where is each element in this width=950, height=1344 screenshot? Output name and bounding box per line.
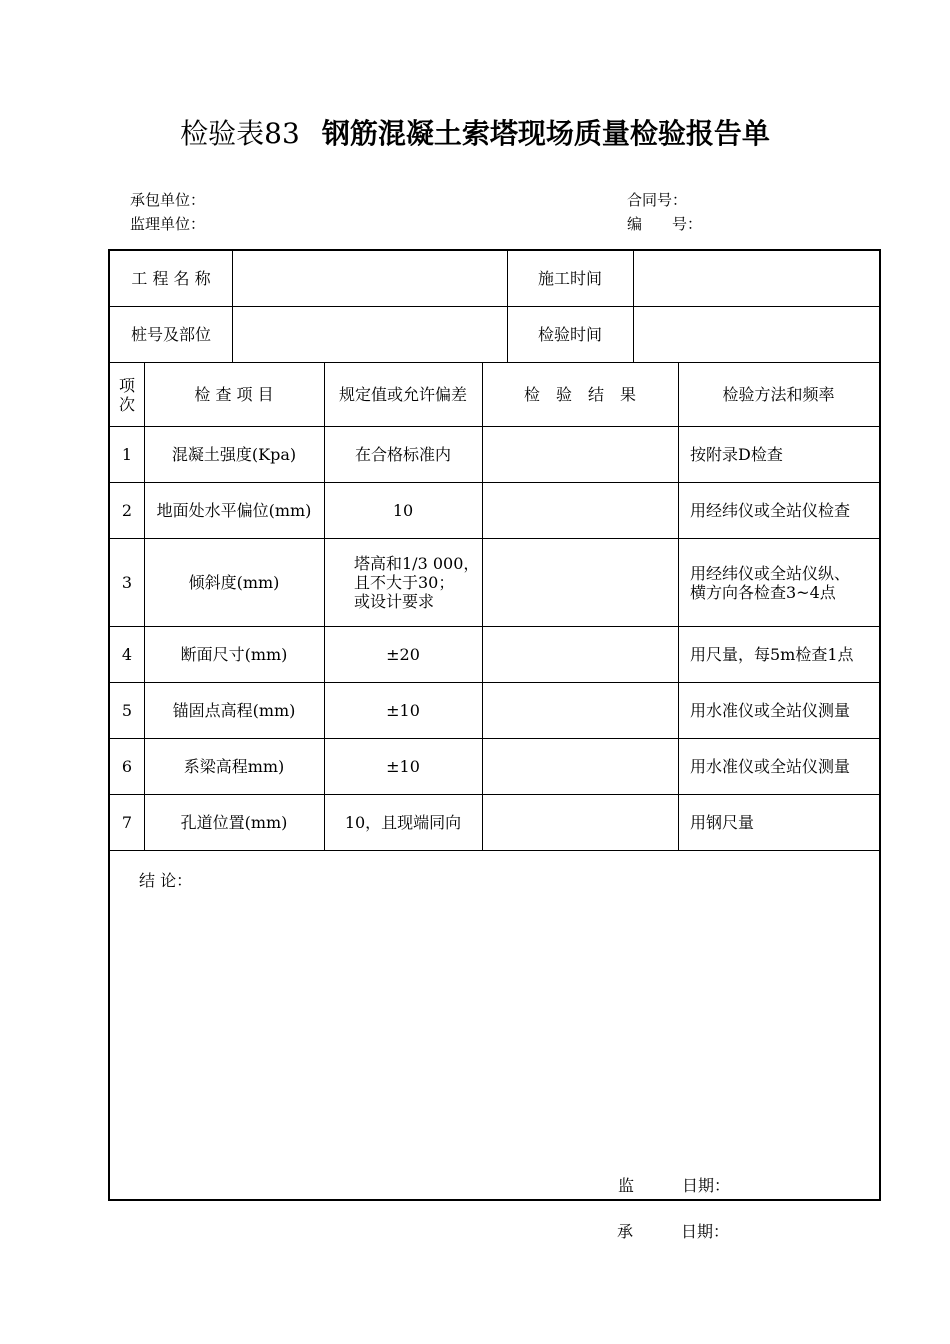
form-title: 钢筋混凝土索塔现场质量检验报告单 — [321, 117, 770, 150]
serial-no-label: 编 号： — [627, 215, 703, 233]
row-result[interactable] — [482, 683, 678, 738]
row-spec — [324, 539, 482, 626]
row-result[interactable] — [482, 483, 678, 538]
row-no: 3 — [121, 573, 133, 592]
form-number: 检验表83 — [180, 117, 300, 150]
row-item: 倾斜度(mm) — [188, 573, 280, 592]
row-method: 按附录D检查 — [690, 445, 783, 464]
row-method-line: 用经纬仪或全站仪纵、 — [690, 563, 851, 583]
column-header-no: 项次 — [118, 375, 135, 414]
contractor-sign-mark: 承 — [617, 1222, 634, 1241]
row-item: 锚固点高程(mm) — [172, 701, 296, 720]
row-method-line: 横方向各检查3~4点 — [690, 582, 836, 602]
project-name-value[interactable] — [232, 251, 507, 306]
row-method: 用经纬仪或全站仪检查 — [690, 501, 851, 520]
row-no: 1 — [121, 445, 133, 464]
contract-no-label: 合同号： — [627, 191, 688, 209]
supervisor-date-label: 日期： — [682, 1176, 731, 1195]
row-spec: 10，且现端同向 — [344, 813, 462, 832]
column-header-item: 检 查 项 目 — [194, 385, 274, 404]
inspection-form-table — [108, 249, 881, 1201]
row-result[interactable] — [482, 739, 678, 794]
page-title — [0, 112, 950, 152]
row-result[interactable] — [482, 795, 678, 850]
row-result[interactable] — [482, 627, 678, 682]
row-spec: ±10 — [386, 757, 420, 776]
row-spec: 10 — [392, 501, 414, 520]
contractor-label: 承包单位： — [130, 191, 206, 209]
row-method: 用水准仪或全站仪测量 — [690, 701, 851, 720]
row-item: 地面处水平偏位(mm) — [156, 501, 312, 520]
row-no: 6 — [121, 757, 133, 776]
row-item: 孔道位置(mm) — [180, 813, 288, 832]
inspection-time-label: 检验时间 — [537, 325, 602, 344]
project-name-label: 工 程 名 称 — [131, 269, 211, 288]
row-method — [678, 539, 879, 626]
row-no: 5 — [121, 701, 133, 720]
row-spec-line: 塔高和1/3 000， — [354, 554, 480, 573]
construction-time-label: 施工时间 — [537, 269, 602, 288]
row-spec: ±10 — [386, 701, 420, 720]
row-method: 用钢尺量 — [690, 813, 755, 832]
row-divider — [110, 850, 879, 851]
row-spec: 在合格标准内 — [354, 445, 451, 464]
column-header-method: 检验方法和频率 — [722, 385, 835, 404]
contractor-date-label: 日期： — [681, 1222, 730, 1241]
supervisor-label: 监理单位： — [130, 215, 206, 233]
station-label: 桩号及部位 — [130, 325, 211, 344]
column-header-spec: 规定值或允许偏差 — [338, 385, 467, 404]
station-value[interactable] — [232, 307, 507, 362]
row-spec-line: 或设计要求 — [354, 592, 435, 611]
row-no: 4 — [121, 645, 133, 664]
row-item: 系梁高程mm) — [183, 757, 285, 776]
construction-time-value[interactable] — [633, 251, 879, 306]
row-spec-line: 且不大于30； — [354, 573, 455, 592]
row-no: 7 — [121, 813, 133, 832]
row-item: 混凝土强度(Kpa) — [171, 445, 297, 464]
row-result[interactable] — [482, 427, 678, 482]
row-item: 断面尺寸(mm) — [180, 645, 288, 664]
row-method: 用尺量，每5m检查1点 — [690, 645, 854, 664]
row-method: 用水准仪或全站仪测量 — [690, 757, 851, 776]
inspection-time-value[interactable] — [633, 307, 879, 362]
row-result[interactable] — [482, 539, 678, 626]
row-spec: ±20 — [386, 645, 420, 664]
supervisor-sign-mark: 监 — [618, 1176, 635, 1195]
conclusion-label: 结 论： — [139, 871, 193, 890]
column-header-result: 检 验 结 果 — [523, 385, 636, 404]
row-no: 2 — [121, 501, 133, 520]
